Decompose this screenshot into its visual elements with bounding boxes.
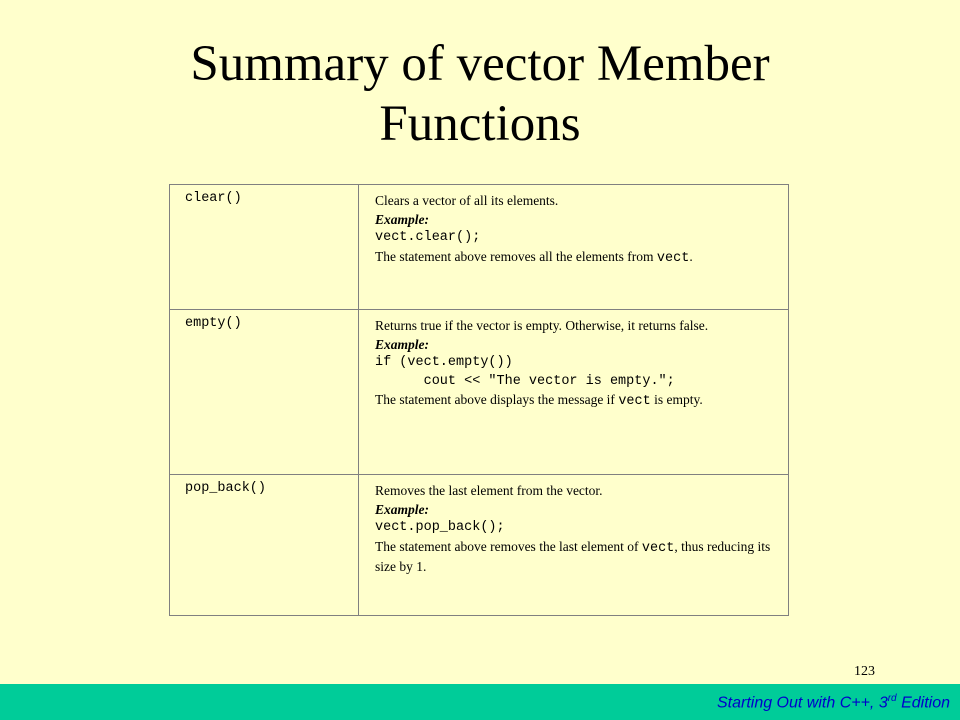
footer-text (717, 693, 950, 712)
example-code: if (vect.empty()) cout << "The vector is empty."; (375, 355, 675, 389)
example-code: vect.clear(); (375, 230, 481, 245)
explanation-text: The statement above removes all the elements from (375, 248, 657, 264)
description-text: Returns true if the vector is empty. Otherwise, it returns false. (375, 318, 709, 333)
explanation-code: vect (618, 394, 651, 409)
description-text: Clears a vector of all its elements. (375, 193, 559, 208)
function-name: clear() (185, 191, 242, 206)
example-label: Example: (375, 211, 429, 227)
function-description (375, 192, 775, 268)
member-functions-table (169, 184, 789, 616)
explanation-text: The statement above removes the last element of (375, 538, 642, 554)
footer-bar (0, 684, 960, 720)
page-number: 123 (854, 664, 875, 679)
example-label: Example: (375, 336, 429, 352)
explanation-text-end: , thus reducing its size by 1. (375, 538, 771, 574)
footer-text-end: Edition (896, 694, 950, 712)
explanation-code: vect (656, 250, 690, 266)
table-row (170, 475, 788, 615)
function-name: pop_back() (185, 481, 267, 496)
slide-title-line1: Summary of vector Member (190, 36, 770, 92)
table-row (170, 185, 788, 310)
explanation-text: The statement above displays the message if (375, 392, 619, 407)
explanation-text-end: . (689, 248, 693, 264)
table-row (170, 310, 788, 475)
example-label: Example: (375, 501, 429, 517)
function-description (375, 317, 775, 412)
explanation-text-end: is empty. (650, 392, 703, 407)
description-text: Removes the last element from the vector. (375, 483, 603, 498)
function-description (375, 482, 775, 577)
function-name: empty() (185, 316, 242, 331)
footer-text-main: Starting Out with C++, 3 (716, 694, 888, 712)
example-code: vect.pop_back(); (375, 520, 505, 535)
slide-title-line2: Functions (379, 96, 581, 152)
explanation-code: vect (641, 540, 675, 556)
slide-title (0, 34, 960, 154)
footer-text-superscript: rd (887, 693, 897, 704)
